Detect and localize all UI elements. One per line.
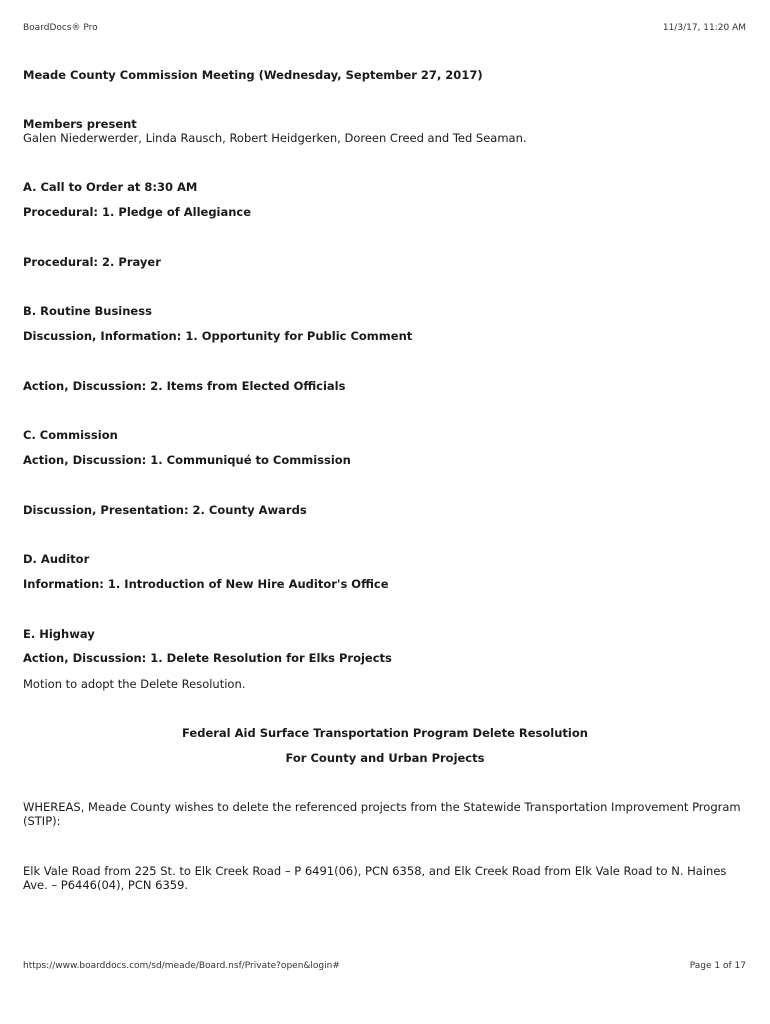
meeting-title: Meade County Commission Meeting (Wednesday, September 27, 2017) (23, 68, 483, 82)
agenda-item-communique[interactable]: Action, Discussion: 1. Communiqué to Commission (23, 453, 351, 467)
agenda-item-pledge[interactable]: Procedural: 1. Pledge of Allegiance (23, 205, 252, 219)
section-d-heading: D. Auditor (23, 552, 90, 566)
agenda-item-prayer[interactable]: Procedural: 2. Prayer (23, 255, 161, 269)
app-name-header: BoardDocs® Pro (23, 23, 98, 33)
section-b-heading: B. Routine Business (23, 304, 152, 318)
agenda-item-elected-officials[interactable]: Action, Discussion: 2. Items from Elected Officials (23, 379, 346, 393)
print-timestamp: 11/3/17, 11:20 AM (662, 23, 746, 33)
section-e-heading: E. Highway (23, 627, 95, 641)
page-indicator: Page 1 of 17 (689, 961, 746, 971)
agenda-item-new-hire[interactable]: Information: 1. Introduction of New Hire Auditor's Office (23, 577, 389, 591)
agenda-item-county-awards[interactable]: Discussion, Presentation: 2. County Awards (23, 503, 307, 517)
section-c-heading: C. Commission (23, 428, 118, 442)
resolution-projects: Elk Vale Road from 225 St. to Elk Creek Road – P 6491(06), PCN 6358, and Elk Creek Road from Elk Vale Road to N. Haines Ave. – P6446(04), PCN 6359. (23, 864, 727, 892)
members-heading: Members present (23, 117, 137, 131)
section-a-heading: A. Call to Order at 8:30 AM (23, 180, 198, 194)
agenda-item-public-comment[interactable]: Discussion, Information: 1. Opportunity for Public Comment (23, 329, 413, 343)
footer-url-link[interactable]: https://www.boarddocs.com/sd/meade/Board.nsf/Private?open&login# (23, 961, 340, 971)
agenda-item-delete-resolution[interactable]: Action, Discussion: 1. Delete Resolution for Elks Projects (23, 651, 392, 665)
members-list: Galen Niederwerder, Linda Rausch, Robert Heidgerken, Doreen Creed and Ted Seaman. (23, 131, 527, 145)
resolution-title-line2: For County and Urban Projects (285, 751, 485, 765)
resolution-title-line1: Federal Aid Surface Transportation Program Delete Resolution (182, 726, 588, 740)
motion-text: Motion to adopt the Delete Resolution. (23, 677, 246, 691)
resolution-whereas: WHEREAS, Meade County wishes to delete the referenced projects from the Statewide Transportation Improvement Program (STIP): (23, 800, 741, 828)
footer-url[interactable] (23, 961, 340, 971)
